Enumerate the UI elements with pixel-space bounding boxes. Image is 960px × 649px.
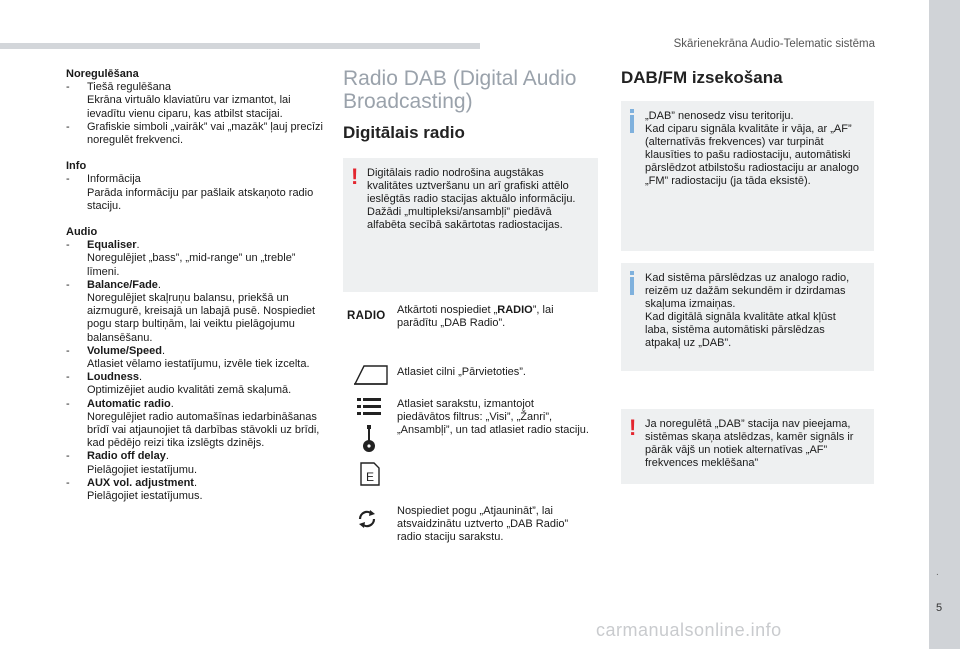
punct: .: [161, 344, 166, 357]
punct: .: [138, 371, 143, 384]
item-name: Volume/Speed: [87, 344, 162, 357]
list-item: [66, 121, 326, 147]
warning-text: Ja noregulētā „DAB” stacija nav pieejama, sistēmas skaņa atslēdzas, kamēr signāls ir pārāk vājš un notiek alternatīvas „AF” frekvences meklēšana”: [645, 418, 854, 470]
heading-dab-fm-tracking: DAB/FM izsekošana: [621, 68, 783, 87]
punct: .: [136, 239, 140, 252]
dash: -: [66, 397, 70, 410]
item-name: Balance/Fade: [87, 278, 158, 291]
watermark: carmanualsonline.info: [596, 620, 782, 640]
list-item: [66, 398, 326, 451]
warning-icon: !: [351, 164, 359, 189]
step-text: Atkārtoti nospiediet „: [397, 304, 498, 316]
page-number: 5: [936, 602, 943, 614]
radio-button-label: RADIO: [347, 310, 386, 322]
step-bold: RADIO: [497, 304, 533, 316]
list-item: [66, 81, 326, 121]
dash: -: [66, 344, 70, 357]
item-name: Equaliser: [87, 239, 137, 252]
settings-column: [66, 68, 326, 516]
dash: -: [66, 81, 70, 94]
list-item: [66, 239, 326, 279]
punct: .: [165, 450, 169, 463]
item-text: Ekrāna virtuālo klaviatūru var izmantot, lai ievadītu vienu ciparu, kas atbilst stacijai.: [87, 94, 291, 120]
list-item: [66, 371, 326, 397]
punct: .: [157, 278, 161, 291]
subheading-digital-radio: Digitālais radio: [343, 123, 465, 142]
dash: -: [66, 120, 70, 133]
item-text: Optimizējiet audio kvalitāti zemā skaļumā.: [87, 384, 292, 397]
section-audio: [66, 226, 326, 503]
list-icon: [357, 397, 381, 417]
info-icon-dot: [630, 271, 634, 275]
punct: .: [170, 397, 174, 410]
item-name: Loudness: [87, 371, 139, 384]
dash: -: [66, 239, 70, 252]
step-navigate: Atlasiet cilni „Pārvietoties”.: [397, 366, 526, 378]
section-title: Info: [66, 160, 87, 173]
list-item: [66, 345, 326, 371]
dash: -: [66, 278, 70, 291]
info-text: Kad sistēma pārslēdzas uz analogo radio, reizēm uz dažām sekundēm ir dzirdamas skaļuma izmaiņas. Kad digitālā signāla kvalitāte atkal kļūst laba, sistēma automātiski pārslēdzas atpakaļ uz „DAB”.: [645, 272, 850, 350]
info-icon: [630, 277, 634, 295]
item-text: Noregulējiet radio automašīnas iedarbināšanas brīdī vai atjaunojiet tā darbības stāvokli uz brīdi, kad pēdējo reizi tika izslēgts dzinējs.: [87, 410, 320, 450]
navigate-tab-icon: [354, 364, 388, 386]
dash: -: [66, 450, 70, 463]
section-heading-dab: Radio DAB (Digital Audio Broadcasting): [343, 67, 577, 113]
item-text: Pielāgojiet iestatījumus.: [87, 490, 203, 503]
item-name: AUX vol. adjustment: [87, 476, 194, 489]
section-title: Audio: [66, 226, 98, 239]
step-refresh: Nospiediet pogu „Atjaunināt”, lai atsvaidzinātu uztverto „DAB Radio” radio staciju sarakstu.: [397, 505, 569, 544]
dash: -: [66, 173, 70, 186]
list-item: [66, 173, 326, 213]
warning-icon: !: [629, 415, 637, 440]
item-name: Automatic radio: [87, 397, 171, 410]
item-text: Noregulējiet skaļruņu balansu, priekšā un aizmugurē, kreisajā un labajā pusē. Nospiediet pogu starp bultiņām, lai veiktu pielāgojumu balansēšanu.: [87, 292, 316, 344]
warning-box-dab-unavailable: [621, 409, 874, 484]
section-title: Noregulēšana: [66, 68, 139, 80]
ensemble-icon-letter: E: [366, 470, 375, 484]
info-icon: [630, 115, 634, 133]
info-icon-dot: [630, 109, 634, 113]
step-text: ”, lai parādītu „DAB Radio”.: [397, 304, 554, 330]
step-select-list: Atlasiet sarakstu, izmantojot piedāvātos filtrus: „Visi”, „Žanri”, „Ansambļi”, un tad atlasiet radio staciju.: [397, 398, 589, 437]
item-text: Pielāgojiet iestatījumu.: [87, 463, 198, 476]
item-text: Grafiskie simboli „vairāk” vai „mazāk” ļauj precīzi noregulēt frekvenci.: [87, 120, 323, 147]
dash: -: [66, 476, 70, 489]
ensemble-icon: [360, 462, 380, 486]
item-heading: Informācija: [87, 173, 141, 186]
info-box-switching: [621, 263, 874, 371]
dash: -: [66, 371, 70, 384]
section-info: [66, 160, 326, 213]
list-item: [66, 450, 326, 476]
list-item: [66, 279, 326, 345]
warning-text: Digitālais radio nodrošina augstākas kvalitātes uztveršanu un arī grafiski attēlo ieslēgtās radio stacijas aktuālo informāciju. Dažādi „multipleksi/ansambļi” piedāvā alfabēta secībā sakārtotas radiostacijas.: [367, 167, 576, 232]
page-mark: .: [936, 567, 939, 578]
header-rule: [0, 43, 480, 49]
item-heading: Tiešā regulēšana: [87, 81, 171, 94]
guitar-icon: [362, 425, 376, 453]
item-name: Radio off delay: [87, 450, 166, 463]
info-box-coverage: [621, 101, 874, 251]
refresh-icon: [356, 508, 378, 530]
section-noregulesana: [66, 68, 326, 147]
warning-box-digital-radio: [343, 158, 598, 292]
info-text: „DAB” nenosedz visu teritoriju. Kad ciparu signāla kvalitāte ir vāja, ar „AF” (alternatīvās frekvences) var turpināt klausīties to pašu radiostaciju, automātiski pārslēdzot atbilstošu radiostaciju ar analogo „FM” radiostaciju (ja tāda eksistē).: [645, 110, 860, 188]
item-text: Noregulējiet „bass”, „mid-range” un „treble” līmeni.: [87, 252, 296, 278]
item-text: Parāda informāciju par pašlaik atskaņoto radio staciju.: [87, 186, 314, 212]
step-radio: [397, 304, 589, 330]
header-title: Skārienekrāna Audio-Telematic sistēma: [673, 38, 875, 50]
page-side-strip: [929, 0, 960, 649]
punct: .: [193, 476, 198, 489]
item-text: Atlasiet vēlamo iestatījumu, izvēle tiek izcelta.: [87, 358, 310, 371]
list-item: [66, 477, 326, 503]
